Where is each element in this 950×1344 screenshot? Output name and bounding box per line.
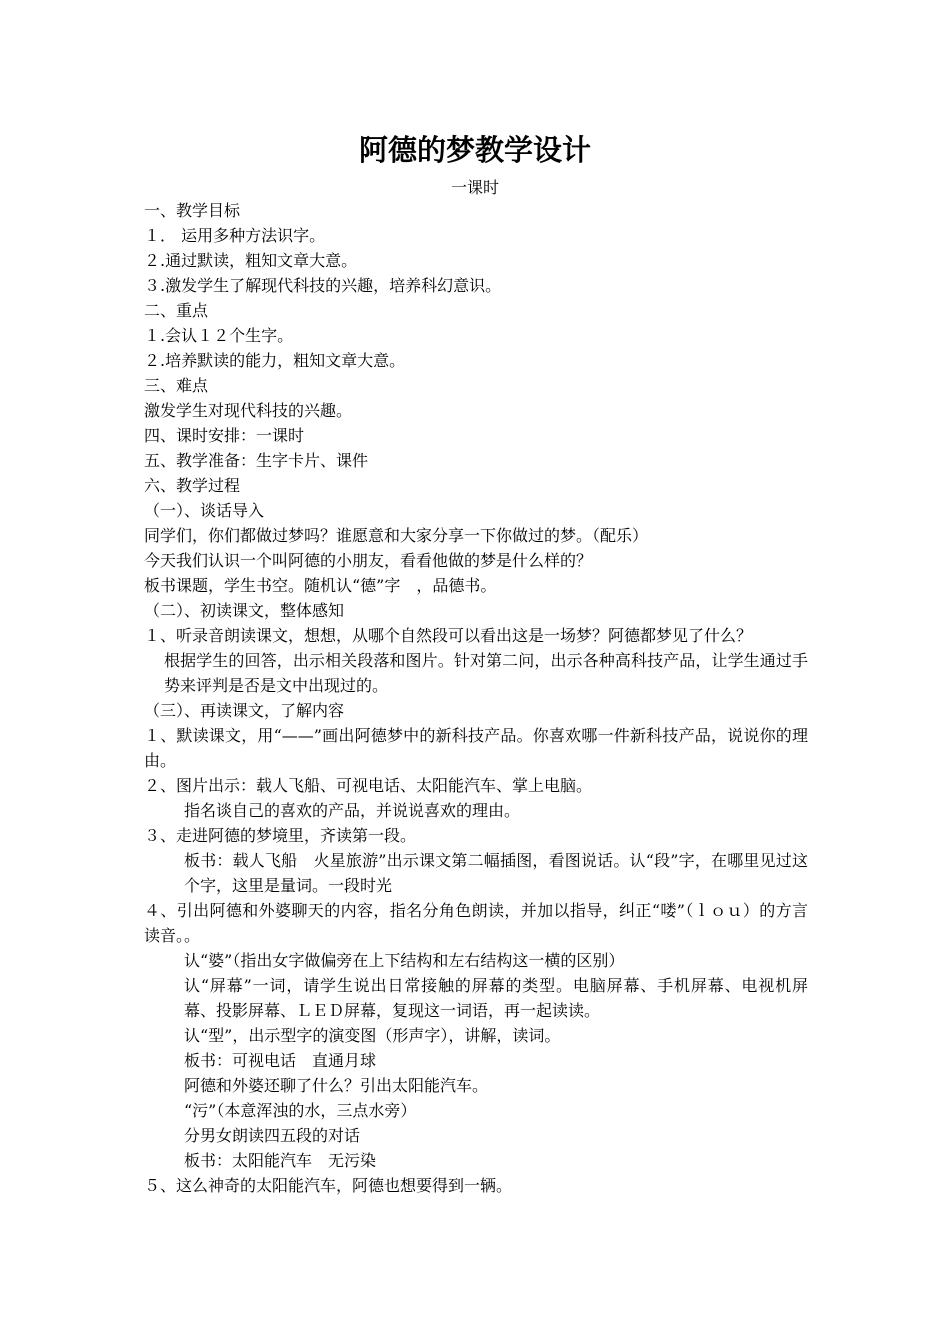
section-heading-schedule: 四、课时安排：一课时 — [144, 426, 305, 445]
body-paragraph: 分男女朗读四五段的对话 — [184, 1126, 361, 1145]
body-paragraph: 阿德和外婆还聊了什么？引出太阳能汽车。 — [184, 1076, 489, 1095]
body-paragraph: 认“婆”（指出女字做偏旁在上下结构和左右结构这一横的区别） — [184, 951, 625, 970]
body-paragraph: １、默读课文，用“——”画出阿德梦中的新科技产品。你喜欢哪一件新科技产品，说说你的理由。 — [144, 726, 808, 770]
body-paragraph: 认“屏幕”一词，请学生说出日常接触的屏幕的类型。电脑屏幕、手机屏幕、电视机屏幕、投影屏幕、ＬＥＤ屏幕，复现这一词语，再一起读读。 — [184, 976, 808, 1020]
key-point-item: ２.培养默读的能力，粗知文章大意。 — [144, 351, 406, 370]
body-paragraph: 板书课题，学生书空。随机认“德”字 ，品德书。 — [144, 576, 497, 595]
body-paragraph: “污”（本意浑浊的水，三点水旁） — [184, 1101, 417, 1120]
step-heading-intro: （一）、谈话导入 — [144, 501, 265, 520]
body-paragraph: 指名谈自己的喜欢的产品，并说说喜欢的理由。 — [184, 801, 521, 820]
section-heading-difficulties: 三、难点 — [144, 376, 209, 395]
body-paragraph: 今天我们认识一个叫阿德的小朋友，看看他做的梦是什么样的？ — [144, 551, 593, 570]
body-paragraph: 根据学生的回答，出示相关段落和图片。针对第二问，出示各种高科技产品，让学生通过手势来评判是否是文中出现过的。 — [164, 651, 808, 695]
objective-item: ２.通过默读，粗知文章大意。 — [144, 251, 358, 270]
body-paragraph: 同学们，你们都做过梦吗？谁愿意和大家分享一下你做过的梦。（配乐） — [144, 526, 649, 545]
document-body — [144, 198, 808, 1198]
document-subtitle: 一课时 — [450, 178, 499, 197]
key-point-item: １.会认１２个生字。 — [144, 326, 294, 345]
body-paragraph: ５、这么神奇的太阳能汽车，阿德也想要得到一辆。 — [144, 1176, 513, 1195]
section-heading-key-points: 二、重点 — [144, 301, 209, 320]
body-paragraph: ４、引出阿德和外婆聊天的内容，指名分角色朗读，并加以指导，纠正“喽”（ｌｏｕ）的方言读音。。 — [144, 901, 808, 945]
body-paragraph: 认“型”，出示型字的演变图（形声字），讲解，读词。 — [184, 1026, 561, 1045]
document-title: 阿德的梦教学设计 — [358, 133, 591, 167]
section-heading-objectives: 一、教学目标 — [144, 201, 241, 220]
board-writing: 板书：可视电话 直通月球 — [184, 1051, 377, 1070]
body-paragraph: 板书：载人飞船 火星旅游”出示课文第二幅插图，看图说话。认“段”字，在哪里见过这个字，这里是量词。一段时光 — [184, 851, 808, 895]
board-writing: 板书：太阳能汽车 无污染 — [184, 1151, 377, 1170]
step-heading-reread: （三）、再读课文，了解内容 — [144, 701, 345, 720]
objective-item: ３.激发学生了解现代科技的兴趣，培养科幻意识。 — [144, 276, 502, 295]
body-paragraph: ２、图片出示：载人飞船、可视电话、太阳能汽车、掌上电脑。 — [144, 776, 593, 795]
difficulty-item: 激发学生对现代科技的兴趣。 — [144, 401, 353, 420]
step-heading-first-reading: （二）、初读课文，整体感知 — [144, 601, 345, 620]
section-heading-process: 六、教学过程 — [144, 476, 241, 495]
objective-item: １． 运用多种方法识字。 — [144, 226, 326, 245]
body-paragraph: ３、走进阿德的梦境里，齐读第一段。 — [144, 826, 417, 845]
section-heading-preparation: 五、教学准备：生字卡片、课件 — [144, 451, 369, 470]
body-paragraph: １、听录音朗读课文，想想，从哪个自然段可以看出这是一场梦？阿德都梦见了什么？ — [144, 626, 753, 645]
